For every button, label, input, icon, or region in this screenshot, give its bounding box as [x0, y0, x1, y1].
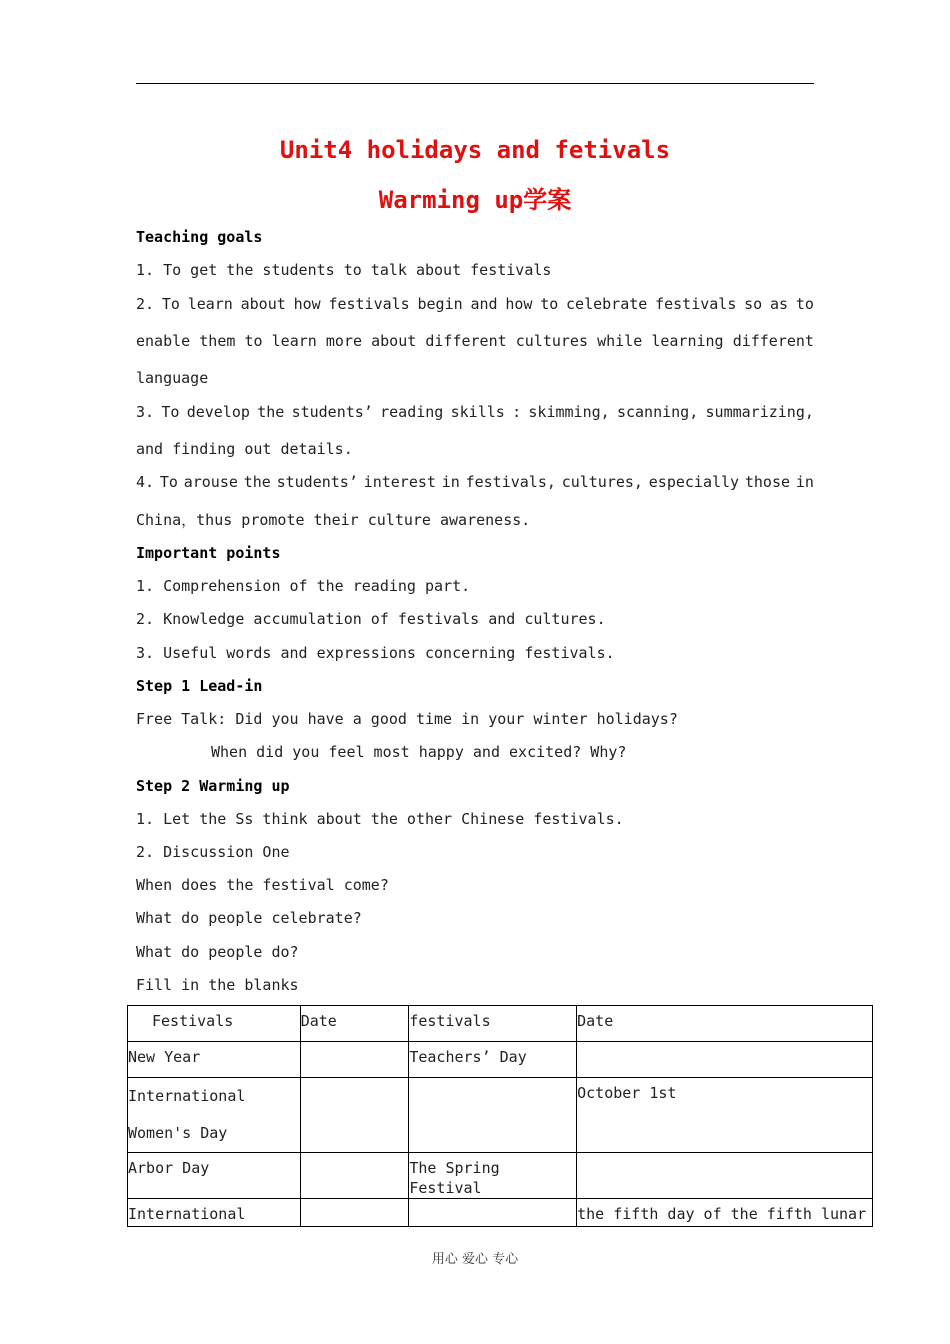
word: about	[371, 332, 417, 350]
page-footer: 用心 爱心 专心	[431, 1252, 519, 1267]
word: while	[597, 332, 643, 350]
festivals-table	[127, 1005, 873, 1227]
word: develop	[186, 403, 250, 421]
word: celebrate	[566, 295, 648, 313]
word: begin	[417, 295, 463, 313]
word: interest	[363, 473, 436, 491]
header-rule	[136, 83, 814, 84]
word: skills	[450, 403, 505, 421]
word: about	[240, 295, 286, 313]
table-header-cell: festivals	[409, 1006, 577, 1042]
word: the	[257, 403, 285, 421]
word: the	[243, 473, 271, 491]
table-cell	[300, 1078, 409, 1153]
table-cell: Teachers’ Day	[409, 1042, 577, 1078]
word: learning	[651, 332, 724, 350]
word: learn	[271, 332, 317, 350]
word: to	[540, 295, 559, 313]
table-row	[128, 1153, 873, 1199]
word: festivals	[328, 295, 410, 313]
word: cultures	[515, 332, 588, 350]
word: skimming,	[528, 403, 610, 421]
step1-line2: When did you feel most happy and excited? Why?	[211, 743, 627, 761]
point-2: 2. Knowledge accumulation of festivals and cultures.	[136, 610, 606, 628]
word: 2.	[136, 295, 155, 313]
word: to	[244, 332, 263, 350]
word: different	[732, 332, 814, 350]
word: festivals	[655, 295, 737, 313]
step1-line1: Free Talk: Did you have a good time in your winter holidays?	[136, 710, 678, 728]
word: scanning,	[616, 403, 699, 421]
word: summarizing,	[705, 403, 814, 421]
goal-2-line1	[136, 294, 814, 314]
word: how	[293, 295, 321, 313]
word: especially	[648, 473, 740, 491]
step2-line5: What do people do?	[136, 943, 299, 961]
word: and	[470, 295, 498, 313]
goal-3-line2: and finding out details.	[136, 440, 353, 458]
word: To	[161, 403, 180, 421]
word: students’	[276, 473, 358, 491]
point-1: 1. Comprehension of the reading part.	[136, 577, 471, 595]
word: different	[425, 332, 507, 350]
table-cell	[300, 1153, 409, 1199]
word: 3.	[136, 403, 155, 421]
word: arouse	[183, 473, 238, 491]
word: enable	[136, 332, 191, 350]
word: students’	[291, 403, 373, 421]
step1-heading: Step 1 Lead-in	[136, 677, 263, 695]
goal-3-line1	[136, 402, 814, 422]
table-row	[128, 1199, 873, 1227]
document-subtitle: Warming up学案	[378, 186, 572, 214]
step2-heading: Step 2 Warming up	[136, 777, 290, 795]
table-cell: the fifth day of the fifth lunar	[577, 1199, 873, 1227]
point-3: 3. Useful words and expressions concerning festivals.	[136, 644, 615, 662]
step2-line6: Fill in the blanks	[136, 976, 299, 994]
word: those	[744, 473, 791, 491]
table-cell: New Year	[128, 1042, 301, 1078]
word: learn	[187, 295, 233, 313]
table-cell: October 1st	[577, 1078, 873, 1153]
table-cell	[409, 1078, 577, 1153]
teaching-goals-heading: Teaching goals	[136, 228, 263, 246]
table-cell	[300, 1042, 409, 1078]
important-points-heading: Important points	[136, 544, 281, 562]
table-cell: International Women's Day	[128, 1078, 301, 1153]
step2-line4: What do people celebrate?	[136, 909, 362, 927]
table-cell: International	[128, 1199, 301, 1227]
table-cell	[577, 1042, 873, 1078]
table-row	[128, 1042, 873, 1078]
table-cell: Arbor Day	[128, 1153, 301, 1199]
goal-2-line3: language	[136, 369, 209, 387]
word: To	[161, 295, 180, 313]
goal-4-line2: China，thus promote their culture awareness.	[136, 511, 531, 529]
table-header-cell: Date	[300, 1006, 409, 1042]
step2-line3: When does the festival come?	[136, 876, 389, 894]
word: how	[505, 295, 533, 313]
table-row	[128, 1078, 873, 1153]
word: more	[325, 332, 363, 350]
word: festivals,	[465, 473, 556, 491]
document-title: Unit4 holidays and fetivals	[279, 136, 671, 164]
word: 4.	[136, 473, 155, 491]
table-cell	[300, 1199, 409, 1227]
table-cell	[409, 1199, 577, 1227]
word: reading	[380, 403, 444, 421]
table-header-row	[128, 1006, 873, 1042]
word: as	[770, 295, 789, 313]
word: so	[744, 295, 763, 313]
step2-line2: 2. Discussion One	[136, 843, 290, 861]
table-header-cell: Date	[577, 1006, 873, 1042]
table-cell	[577, 1153, 873, 1199]
table-header-cell: Festivals	[128, 1006, 301, 1042]
table-cell: The Spring Festival	[409, 1153, 577, 1199]
word: in	[441, 473, 460, 491]
goal-2-line2	[136, 331, 814, 351]
word: :	[512, 403, 522, 421]
word: to	[795, 295, 814, 313]
goal-1: 1. To get the students to talk about festivals	[136, 261, 552, 279]
word: cultures,	[561, 473, 643, 491]
word: them	[199, 332, 236, 350]
word: in	[795, 473, 814, 491]
step2-line1: 1. Let the Ss think about the other Chinese festivals.	[136, 810, 624, 828]
goal-4-line1	[136, 472, 814, 492]
word: To	[159, 473, 178, 491]
